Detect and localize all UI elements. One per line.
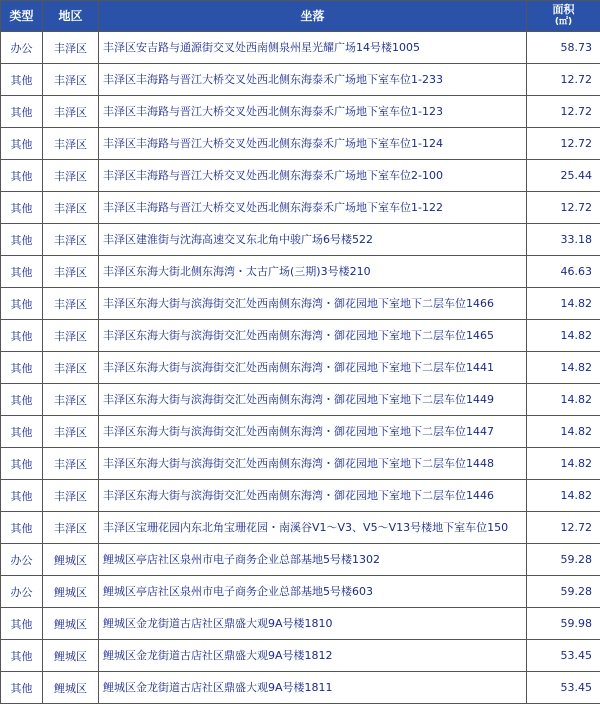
cell-address: 鲤城区亭店社区泉州市电子商务企业总部基地5号楼1302 <box>99 544 527 576</box>
table-row <box>1 544 600 576</box>
cell-district: 丰泽区 <box>43 128 99 160</box>
table-row <box>1 32 600 64</box>
cell-district: 丰泽区 <box>43 288 99 320</box>
cell-address: 丰泽区安吉路与通源街交叉处西南侧泉州星光耀广场14号楼1005 <box>99 32 527 64</box>
cell-area: 14.82 <box>527 384 600 416</box>
cell-type: 其他 <box>1 384 43 416</box>
cell-district: 鲤城区 <box>43 544 99 576</box>
cell-address: 丰泽区丰海路与晋江大桥交叉处西北侧东海泰禾广场地下室车位1-122 <box>99 192 527 224</box>
table-row <box>1 576 600 608</box>
cell-address: 丰泽区东海大街北侧东海湾・太古广场(三期)3号楼210 <box>99 256 527 288</box>
cell-area: 14.82 <box>527 320 600 352</box>
cell-address: 丰泽区丰海路与晋江大桥交叉处西北侧东海泰禾广场地下室车位1-123 <box>99 96 527 128</box>
cell-area: 14.82 <box>527 416 600 448</box>
header-address: 坐落 <box>99 1 527 32</box>
cell-address: 鲤城区金龙街道古店社区鼎盛大观9A号楼1811 <box>99 672 527 704</box>
cell-type: 其他 <box>1 448 43 480</box>
cell-address: 丰泽区东海大街与滨海街交汇处西南侧东海湾・御花园地下室地下二层车位1447 <box>99 416 527 448</box>
header-district: 地区 <box>43 1 99 32</box>
cell-type: 其他 <box>1 512 43 544</box>
table-row <box>1 608 600 640</box>
cell-district: 丰泽区 <box>43 192 99 224</box>
cell-area: 25.44 <box>527 160 600 192</box>
cell-area: 14.82 <box>527 448 600 480</box>
cell-area: 59.28 <box>527 576 600 608</box>
cell-area: 12.72 <box>527 64 600 96</box>
cell-type: 其他 <box>1 672 43 704</box>
cell-area: 59.28 <box>527 544 600 576</box>
header-area-unit: (㎡) <box>527 16 600 28</box>
table-row <box>1 416 600 448</box>
cell-district: 丰泽区 <box>43 384 99 416</box>
header-area-label: 面积 <box>527 4 600 16</box>
cell-district: 丰泽区 <box>43 96 99 128</box>
table-row <box>1 352 600 384</box>
cell-address: 丰泽区建淮街与沈海高速交叉东北角中骏广场6号楼522 <box>99 224 527 256</box>
cell-address: 丰泽区东海大街与滨海街交汇处西南侧东海湾・御花园地下室地下二层车位1465 <box>99 320 527 352</box>
cell-area: 14.82 <box>527 288 600 320</box>
cell-area: 53.45 <box>527 640 600 672</box>
cell-area: 12.72 <box>527 96 600 128</box>
header-type: 类型 <box>1 1 43 32</box>
cell-district: 鲤城区 <box>43 576 99 608</box>
cell-address: 丰泽区丰海路与晋江大桥交叉处西北侧东海泰禾广场地下室车位1-124 <box>99 128 527 160</box>
cell-area: 46.63 <box>527 256 600 288</box>
cell-district: 丰泽区 <box>43 480 99 512</box>
cell-type: 其他 <box>1 224 43 256</box>
cell-area: 12.72 <box>527 192 600 224</box>
cell-address: 丰泽区丰海路与晋江大桥交叉处西北侧东海泰禾广场地下室车位1-233 <box>99 64 527 96</box>
cell-district: 丰泽区 <box>43 448 99 480</box>
cell-type: 其他 <box>1 160 43 192</box>
cell-address: 丰泽区东海大街与滨海街交汇处西南侧东海湾・御花园地下室地下二层车位1448 <box>99 448 527 480</box>
cell-address: 丰泽区东海大街与滨海街交汇处西南侧东海湾・御花园地下室地下二层车位1446 <box>99 480 527 512</box>
table-row <box>1 96 600 128</box>
cell-area: 12.72 <box>527 512 600 544</box>
table-row <box>1 256 600 288</box>
table-row <box>1 672 600 704</box>
cell-type: 其他 <box>1 416 43 448</box>
cell-district: 鲤城区 <box>43 672 99 704</box>
cell-area: 59.98 <box>527 608 600 640</box>
cell-district: 丰泽区 <box>43 160 99 192</box>
table-row <box>1 320 600 352</box>
cell-district: 丰泽区 <box>43 320 99 352</box>
table-row <box>1 160 600 192</box>
cell-district: 鲤城区 <box>43 640 99 672</box>
cell-district: 丰泽区 <box>43 256 99 288</box>
cell-type: 其他 <box>1 608 43 640</box>
table-row <box>1 288 600 320</box>
cell-type: 其他 <box>1 320 43 352</box>
header-area <box>527 1 600 32</box>
cell-address: 丰泽区东海大街与滨海街交汇处西南侧东海湾・御花园地下室地下二层车位1466 <box>99 288 527 320</box>
cell-type: 办公 <box>1 544 43 576</box>
cell-type: 其他 <box>1 480 43 512</box>
cell-type: 其他 <box>1 288 43 320</box>
cell-type: 其他 <box>1 64 43 96</box>
cell-type: 其他 <box>1 192 43 224</box>
table-row <box>1 640 600 672</box>
table-row <box>1 480 600 512</box>
table-row <box>1 224 600 256</box>
table-row <box>1 192 600 224</box>
cell-address: 鲤城区金龙街道古店社区鼎盛大观9A号楼1810 <box>99 608 527 640</box>
cell-area: 14.82 <box>527 480 600 512</box>
table-row <box>1 448 600 480</box>
cell-type: 其他 <box>1 640 43 672</box>
cell-district: 丰泽区 <box>43 32 99 64</box>
cell-type: 办公 <box>1 576 43 608</box>
cell-address: 丰泽区东海大街与滨海街交汇处西南侧东海湾・御花园地下室地下二层车位1449 <box>99 384 527 416</box>
cell-address: 鲤城区亭店社区泉州市电子商务企业总部基地5号楼603 <box>99 576 527 608</box>
cell-type: 其他 <box>1 128 43 160</box>
cell-address: 丰泽区丰海路与晋江大桥交叉处西北侧东海泰禾广场地下室车位2-100 <box>99 160 527 192</box>
table-row <box>1 384 600 416</box>
cell-area: 33.18 <box>527 224 600 256</box>
table-row <box>1 128 600 160</box>
cell-address: 鲤城区金龙街道古店社区鼎盛大观9A号楼1812 <box>99 640 527 672</box>
cell-type: 其他 <box>1 256 43 288</box>
cell-district: 鲤城区 <box>43 608 99 640</box>
cell-district: 丰泽区 <box>43 352 99 384</box>
table-row <box>1 512 600 544</box>
cell-area: 58.73 <box>527 32 600 64</box>
cell-type: 办公 <box>1 32 43 64</box>
cell-type: 其他 <box>1 96 43 128</box>
cell-district: 丰泽区 <box>43 224 99 256</box>
cell-district: 丰泽区 <box>43 64 99 96</box>
cell-area: 12.72 <box>527 128 600 160</box>
table-body <box>1 32 600 704</box>
cell-area: 14.82 <box>527 352 600 384</box>
cell-address: 丰泽区宝珊花园内东北角宝珊花园・南溪谷V1～V3、V5～V13号楼地下室车位150 <box>99 512 527 544</box>
table-header <box>1 1 600 32</box>
cell-type: 其他 <box>1 352 43 384</box>
cell-district: 丰泽区 <box>43 512 99 544</box>
cell-area: 53.45 <box>527 672 600 704</box>
table-row <box>1 64 600 96</box>
cell-address: 丰泽区东海大街与滨海街交汇处西南侧东海湾・御花园地下室地下二层车位1441 <box>99 352 527 384</box>
cell-district: 丰泽区 <box>43 416 99 448</box>
